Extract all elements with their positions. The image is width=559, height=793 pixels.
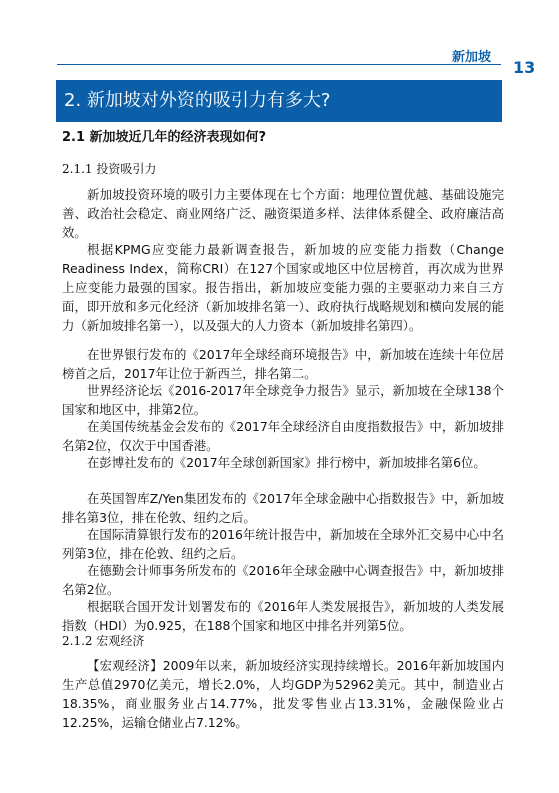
paragraph: 在美国传统基金会发布的《2017年全球经济自由度指数报告》中，新加坡排名第2位，仅次于中国香港。 [62, 419, 504, 453]
chapter-banner: 2. 新加坡对外资的吸引力有多大? [56, 80, 502, 122]
section-heading-2-1: 2.1 新加坡近几年的经济表现如何? [62, 130, 267, 145]
page-number: 13 [513, 58, 536, 77]
paragraph: 在德勤会计师事务所发布的《2016年全球金融中心调查报告》中，新加坡排名第2位。 [62, 563, 504, 597]
paragraph: 在国际清算银行发布的2016年统计报告中，新加坡在全球外汇交易中心中名列第3位，排在伦敦、纽约之后。 [62, 527, 504, 561]
paragraph: 在彭博社发布的《2017年全球创新国家》排行榜中，新加坡排名第6位。 [87, 455, 486, 470]
running-title: 新加坡 [452, 50, 492, 65]
paragraph: 根据联合国开发计划署发布的《2016年人类发展报告》，新加坡的人类发展指数（HDI）为0.925，在188个国家和地区中排名并列第5位。 [62, 599, 504, 633]
subsection-heading-2-1-1: 2.1.1 投资吸引力 [62, 162, 157, 176]
paragraph: 世界经济论坛《2016-2017年全球竞争力报告》显示，新加坡在全球138个国家和地区中，排第2位。 [62, 383, 504, 417]
paragraph: 根据KPMG应变能力最新调查报告，新加坡的应变能力指数（Change Readiness Index，简称CRI）在127个国家或地区中位居榜首，再次成为世界上应变能力最强的国家。报告指出，新加坡应变能力强的主要驱动力来自三方面，即开放和多元化经济（新加坡排名第一）、政府执行战略规划和横向发展的能力（新加坡排名第一），以及强大的人力资本（新加坡排名第四）。 [62, 242, 504, 333]
header-rule [57, 64, 501, 65]
paragraph: 在世界银行发布的《2017年全球经商环境报告》中，新加坡在连续十年位居榜首之后，2017年让位于新西兰，排名第二。 [62, 347, 504, 381]
paragraph: 新加坡投资环境的吸引力主要体现在七个方面：地理位置优越、基础设施完善、政治社会稳定、商业网络广泛、融资渠道多样、法律体系健全、政府廉洁高效。 [62, 187, 504, 240]
paragraph: 在英国智库Z/Yen集团发布的《2017年全球金融中心指数报告》中，新加坡排名第3位，排在伦敦、纽约之后。 [62, 491, 504, 525]
paragraph: 【宏观经济】2009年以来，新加坡经济实现持续增长。2016年新加坡国内生产总值2970亿美元，增长2.0%，人均GDP为52962美元。其中，制造业占18.35%，商业服务业占14.77%，批发零售业占13.31%，金融保险业占12.25%，运输仓储业占7.12%。 [62, 658, 504, 730]
subsection-heading-2-1-2: 2.1.2 宏观经济 [62, 634, 145, 648]
